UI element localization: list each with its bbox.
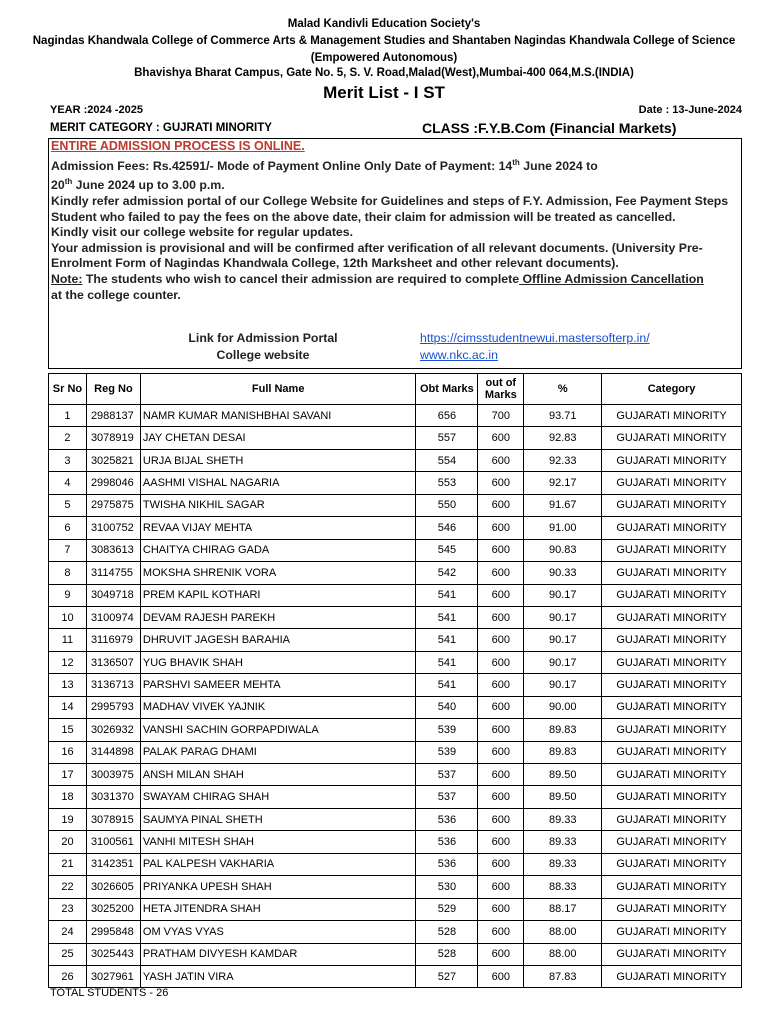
table-cell: ANSH MILAN SHAH [140, 764, 416, 786]
table-cell: 537 [416, 786, 478, 808]
table-cell: YASH JATIN VIRA [140, 965, 416, 987]
table-cell: 21 [49, 853, 87, 875]
table-cell: 527 [416, 965, 478, 987]
column-header: Full Name [140, 374, 416, 405]
table-cell: 600 [478, 494, 524, 516]
table-cell: 3078919 [86, 427, 140, 449]
table-cell: 90.17 [524, 606, 602, 628]
table-cell: GUJARATI MINORITY [602, 494, 742, 516]
table-cell: 90.17 [524, 584, 602, 606]
table-cell: 539 [416, 741, 478, 763]
table-row [49, 651, 742, 673]
table-cell: 529 [416, 898, 478, 920]
portal-link[interactable]: https://cimsstudentnewui.mastersofterp.in/ [420, 331, 650, 345]
table-cell: 600 [478, 539, 524, 561]
table-cell: GUJARATI MINORITY [602, 965, 742, 987]
table-cell: 3025821 [86, 449, 140, 471]
table-cell: 536 [416, 853, 478, 875]
college-name: Nagindas Khandwala College of Commerce Arts & Management Studies and Shantaben Nagindas Khandwala College of Science (Empowered Autonomous) [32, 35, 736, 64]
table-cell: 11 [49, 629, 87, 651]
table-row [49, 741, 742, 763]
table-cell: 541 [416, 674, 478, 696]
table-cell: GUJARATI MINORITY [602, 584, 742, 606]
table-cell: 536 [416, 808, 478, 830]
table-cell: SAUMYA PINAL SHETH [140, 808, 416, 830]
table-cell: 14 [49, 696, 87, 718]
table-cell: 2975875 [86, 494, 140, 516]
table-cell: 3025200 [86, 898, 140, 920]
table-cell: VANSHI SACHIN GORPAPDIWALA [140, 719, 416, 741]
table-cell: 2988137 [86, 405, 140, 427]
table-row [49, 898, 742, 920]
table-cell: 3114755 [86, 562, 140, 584]
table-cell: PRATHAM DIVYESH KAMDAR [140, 943, 416, 965]
table-cell: 2995848 [86, 921, 140, 943]
table-cell: 2 [49, 427, 87, 449]
table-cell: 91.67 [524, 494, 602, 516]
table-row [49, 831, 742, 853]
table-row [49, 965, 742, 987]
table-cell: 536 [416, 831, 478, 853]
table-cell: 88.33 [524, 876, 602, 898]
total-students: TOTAL STUDENTS - 26 [50, 987, 169, 999]
table-cell: 91.00 [524, 517, 602, 539]
table-cell: 3049718 [86, 584, 140, 606]
table-cell: 5 [49, 494, 87, 516]
table-cell: 600 [478, 853, 524, 875]
table-row [49, 472, 742, 494]
table-cell: 3100561 [86, 831, 140, 853]
table-cell: 88.00 [524, 921, 602, 943]
table-cell: PAL KALPESH VAKHARIA [140, 853, 416, 875]
table-cell: 17 [49, 764, 87, 786]
table-cell: GUJARATI MINORITY [602, 629, 742, 651]
table-cell: YUG BHAVIK SHAH [140, 651, 416, 673]
table-cell: 541 [416, 651, 478, 673]
table-cell: GUJARATI MINORITY [602, 921, 742, 943]
table-cell: 600 [478, 651, 524, 673]
column-header: out of Marks [478, 374, 524, 405]
table-header-row [49, 374, 742, 405]
class-name: CLASS :F.Y.B.Com (Financial Markets) [422, 120, 677, 136]
table-row [49, 808, 742, 830]
table-cell: 3 [49, 449, 87, 471]
table-row [49, 719, 742, 741]
table-cell: 89.83 [524, 719, 602, 741]
table-cell: 3136507 [86, 651, 140, 673]
table-cell: 19 [49, 808, 87, 830]
table-cell: GUJARATI MINORITY [602, 405, 742, 427]
table-cell: PALAK PARAG DHAMI [140, 741, 416, 763]
table-cell: 22 [49, 876, 87, 898]
table-row [49, 584, 742, 606]
notice-provisional: Your admission is provisional and will be confirmed after verification of all relevant documents. (University Pre-Enrolment Form of Nagindas Khandwala College, 12th Marksheet and other relevant documents). [51, 240, 703, 271]
portal-label: Link for Admission Portal [188, 331, 338, 345]
table-cell: JAY CHETAN DESAI [140, 427, 416, 449]
table-row [49, 674, 742, 696]
notice-headline: ENTIRE ADMISSION PROCESS IS ONLINE. [51, 139, 305, 153]
table-cell: 26 [49, 965, 87, 987]
table-cell: GUJARATI MINORITY [602, 562, 742, 584]
table-cell: 600 [478, 674, 524, 696]
table-cell: 16 [49, 741, 87, 763]
table-cell: 90.17 [524, 674, 602, 696]
table-cell: 3078915 [86, 808, 140, 830]
table-cell: 600 [478, 584, 524, 606]
table-cell: PARSHVI SAMEER MEHTA [140, 674, 416, 696]
table-cell: 89.83 [524, 741, 602, 763]
table-cell: 90.00 [524, 696, 602, 718]
table-cell: 7 [49, 539, 87, 561]
table-cell: 600 [478, 876, 524, 898]
note-label: Note: [51, 271, 83, 286]
table-cell: REVAA VIJAY MEHTA [140, 517, 416, 539]
table-cell: GUJARATI MINORITY [602, 853, 742, 875]
table-row [49, 943, 742, 965]
table-row [49, 539, 742, 561]
table-cell: PRIYANKA UPESH SHAH [140, 876, 416, 898]
table-cell: URJA BIJAL SHETH [140, 449, 416, 471]
table-cell: 3031370 [86, 786, 140, 808]
table-row [49, 921, 742, 943]
table-cell: GUJARATI MINORITY [602, 696, 742, 718]
table-cell: 600 [478, 965, 524, 987]
merit-category: MERIT CATEGORY : GUJRATI MINORITY [50, 122, 272, 134]
table-cell: 600 [478, 517, 524, 539]
table-cell: 600 [478, 719, 524, 741]
table-cell: 537 [416, 764, 478, 786]
table-row [49, 427, 742, 449]
table-cell: AASHMI VISHAL NAGARIA [140, 472, 416, 494]
table-row [49, 853, 742, 875]
table-cell: GUJARATI MINORITY [602, 876, 742, 898]
table-cell: 89.33 [524, 853, 602, 875]
table-row [49, 606, 742, 628]
table-cell: GUJARATI MINORITY [602, 449, 742, 471]
table-cell: GUJARATI MINORITY [602, 606, 742, 628]
table-cell: 541 [416, 629, 478, 651]
academic-year: YEAR :2024 -2025 [50, 104, 143, 116]
table-cell: 8 [49, 562, 87, 584]
table-cell: VANHI MITESH SHAH [140, 831, 416, 853]
website-link[interactable]: www.nkc.ac.in [420, 348, 498, 362]
table-cell: PREM KAPIL KOTHARI [140, 584, 416, 606]
table-cell: CHAITYA CHIRAG GADA [140, 539, 416, 561]
table-cell: 3100752 [86, 517, 140, 539]
table-cell: 600 [478, 786, 524, 808]
table-cell: 12 [49, 651, 87, 673]
table-cell: 600 [478, 696, 524, 718]
table-cell: GUJARATI MINORITY [602, 808, 742, 830]
table-cell: 23 [49, 898, 87, 920]
table-cell: 87.83 [524, 965, 602, 987]
table-cell: 528 [416, 943, 478, 965]
table-cell: 553 [416, 472, 478, 494]
table-row [49, 405, 742, 427]
table-row [49, 786, 742, 808]
table-cell: 89.50 [524, 786, 602, 808]
table-cell: GUJARATI MINORITY [602, 539, 742, 561]
table-cell: 90.17 [524, 651, 602, 673]
table-cell: 13 [49, 674, 87, 696]
table-cell: 89.33 [524, 808, 602, 830]
notice-fees: Admission Fees: Rs.42591/- Mode of Payment Online Only Date of Payment: 14th June 2024 to 20th June 2024 up to 3.00 p.m. [51, 157, 598, 193]
table-cell: MOKSHA SHRENIK VORA [140, 562, 416, 584]
table-cell: 3083613 [86, 539, 140, 561]
notice-cancel: Note: The students who wish to cancel their admission are required to complete Offline Admission Cancellation at the college counter. [51, 271, 704, 302]
merit-table [48, 373, 742, 988]
table-cell: 545 [416, 539, 478, 561]
table-cell: 3136713 [86, 674, 140, 696]
table-cell: 600 [478, 427, 524, 449]
column-header: Sr No [49, 374, 87, 405]
table-cell: 530 [416, 876, 478, 898]
table-cell: DEVAM RAJESH PAREKH [140, 606, 416, 628]
table-cell: GUJARATI MINORITY [602, 786, 742, 808]
table-cell: 600 [478, 831, 524, 853]
table-cell: MADHAV VIVEK YAJNIK [140, 696, 416, 718]
table-cell: 539 [416, 719, 478, 741]
table-cell: 88.17 [524, 898, 602, 920]
category-class-row [50, 120, 742, 138]
table-cell: 6 [49, 517, 87, 539]
table-cell: 600 [478, 472, 524, 494]
table-cell: 3026932 [86, 719, 140, 741]
table-row [49, 764, 742, 786]
table-row [49, 494, 742, 516]
table-cell: 600 [478, 808, 524, 830]
table-cell: NAMR KUMAR MANISHBHAI SAVANI [140, 405, 416, 427]
table-cell: 89.50 [524, 764, 602, 786]
table-cell: 541 [416, 606, 478, 628]
table-cell: 3026605 [86, 876, 140, 898]
table-cell: 24 [49, 921, 87, 943]
college-address: Bhavishya Bharat Campus, Gate No. 5, S. V. Road,Malad(West),Mumbai-400 064,M.S.(INDIA) [134, 67, 634, 79]
table-cell: 25 [49, 943, 87, 965]
table-cell: 3116979 [86, 629, 140, 651]
table-cell: 3027961 [86, 965, 140, 987]
table-cell: 90.83 [524, 539, 602, 561]
table-cell: 540 [416, 696, 478, 718]
table-cell: 90.17 [524, 629, 602, 651]
table-cell: 88.00 [524, 943, 602, 965]
table-cell: 3003975 [86, 764, 140, 786]
table-row [49, 876, 742, 898]
table-cell: 2995793 [86, 696, 140, 718]
table-cell: DHRUVIT JAGESH BARAHIA [140, 629, 416, 651]
table-cell: GUJARATI MINORITY [602, 898, 742, 920]
table-cell: 20 [49, 831, 87, 853]
column-header: Category [602, 374, 742, 405]
table-cell: 600 [478, 606, 524, 628]
table-cell: 550 [416, 494, 478, 516]
table-cell: GUJARATI MINORITY [602, 741, 742, 763]
notice-failed: Student who failed to pay the fees on the above date, their claim for admission will be treated as cancelled. [51, 209, 676, 224]
table-cell: 92.83 [524, 427, 602, 449]
column-header: Reg No [86, 374, 140, 405]
table-cell: 3142351 [86, 853, 140, 875]
table-cell: GUJARATI MINORITY [602, 831, 742, 853]
column-header: Obt Marks [416, 374, 478, 405]
table-cell: TWISHA NIKHIL SAGAR [140, 494, 416, 516]
notice-guidelines: Kindly refer admission portal of our College Website for Guidelines and steps of F.Y. Admission, Fee Payment Steps [51, 193, 729, 208]
list-date: Date : 13-June-2024 [638, 104, 742, 116]
table-cell: 600 [478, 921, 524, 943]
table-row [49, 696, 742, 718]
table-cell: 542 [416, 562, 478, 584]
table-cell: GUJARATI MINORITY [602, 517, 742, 539]
table-cell: SWAYAM CHIRAG SHAH [140, 786, 416, 808]
notice-visit: Kindly visit our college website for regular updates. [51, 225, 354, 240]
table-cell: 600 [478, 898, 524, 920]
table-row [49, 562, 742, 584]
table-cell: 546 [416, 517, 478, 539]
table-cell: 541 [416, 584, 478, 606]
table-cell: 600 [478, 562, 524, 584]
table-cell: 528 [416, 921, 478, 943]
column-header: % [524, 374, 602, 405]
table-cell: GUJARATI MINORITY [602, 943, 742, 965]
table-cell: 600 [478, 741, 524, 763]
table-cell: OM VYAS VYAS [140, 921, 416, 943]
cancellation-link: Offline Admission Cancellation [519, 271, 704, 286]
table-cell: GUJARATI MINORITY [602, 764, 742, 786]
table-cell: 600 [478, 764, 524, 786]
table-cell: 2998046 [86, 472, 140, 494]
table-cell: 89.33 [524, 831, 602, 853]
table-cell: 3144898 [86, 741, 140, 763]
table-cell: 15 [49, 719, 87, 741]
table-cell: 557 [416, 427, 478, 449]
table-cell: 93.71 [524, 405, 602, 427]
table-cell: 700 [478, 405, 524, 427]
table-cell: 3100974 [86, 606, 140, 628]
table-cell: 90.33 [524, 562, 602, 584]
table-cell: GUJARATI MINORITY [602, 472, 742, 494]
website-label: College website [216, 348, 310, 362]
year-date-row [50, 104, 742, 118]
table-cell: 656 [416, 405, 478, 427]
table-cell: 600 [478, 943, 524, 965]
society-name: Malad Kandivli Education Society's [287, 18, 481, 30]
table-row [49, 517, 742, 539]
table-cell: GUJARATI MINORITY [602, 427, 742, 449]
table-cell: 3025443 [86, 943, 140, 965]
table-cell: 10 [49, 606, 87, 628]
table-row [49, 449, 742, 471]
table-cell: GUJARATI MINORITY [602, 719, 742, 741]
table-cell: 554 [416, 449, 478, 471]
table-cell: 92.33 [524, 449, 602, 471]
table-cell: GUJARATI MINORITY [602, 674, 742, 696]
table-cell: 600 [478, 449, 524, 471]
list-title: Merit List - I ST [323, 83, 445, 102]
table-cell: HETA JITENDRA SHAH [140, 898, 416, 920]
table-cell: 4 [49, 472, 87, 494]
table-cell: 600 [478, 629, 524, 651]
table-row [49, 629, 742, 651]
table-cell: GUJARATI MINORITY [602, 651, 742, 673]
table-cell: 92.17 [524, 472, 602, 494]
table-cell: 1 [49, 405, 87, 427]
table-cell: 9 [49, 584, 87, 606]
table-cell: 18 [49, 786, 87, 808]
